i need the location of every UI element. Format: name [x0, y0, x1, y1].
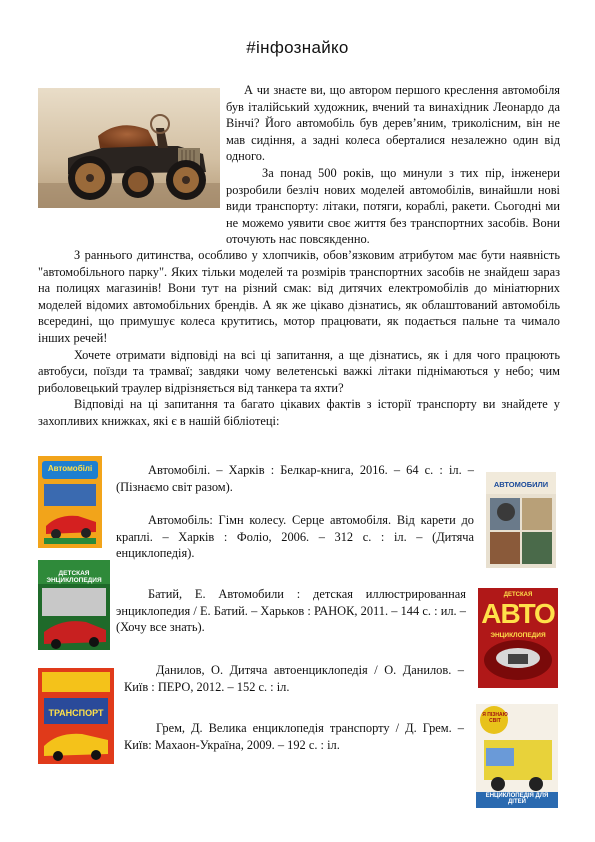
book-ref-2: Автомобіль: Гімн колесу. Серце автомобіля. Від карети до краплі. – Харків : Фоліо, 2006. – 312 с. : іл. – (Дитяча енциклопедія).	[116, 513, 474, 561]
cover-6-title: ЕНЦИКЛОПЕДІЯ ДЛЯ ДІТЕЙ	[485, 793, 549, 805]
paragraph-4: Хочете отримати відповіді на всі ці запитання, а ще дізнатись, як і для чого працюють автобуси, поїзди та трамваї; завдяки чому велетенські важкі літаки піднімаються у небо; чим риболовецький траулер відрізняється від танкера та яхти?	[38, 347, 560, 395]
paragraph-2-text: За понад 500 років, що минули з тих пір, інженери розробили безліч нових моделей автомобілів, винайшли нові види транспорту: літаки, потяги, кораблі, ракети. Сьогодні ми не можемо уявити своє життя без транспортних засобів. Вони оточують нас повсякденно.	[226, 165, 560, 247]
cover-3-title: ДЕТСКАЯ ЭНЦИКЛОПЕДИЯ	[46, 570, 102, 584]
paragraph-2	[38, 165, 560, 248]
book-cover-batiy-encyclopedia	[38, 560, 110, 650]
page-title: #інфознайко	[246, 38, 349, 57]
book-cover-avtomobili-ru	[486, 472, 556, 568]
book-ref-5: Грем, Д. Велика енциклопедія транспорту / Д. Грем. – Київ: Махаон-Україна, 2009. – 192 с. : іл.	[124, 721, 464, 752]
cover-4-small: ЭНЦИКЛОПЕДИЯ	[490, 632, 546, 639]
paragraph-5: Відповіді на ці запитання та багато цікавих фактів з історії транспорту ви знайдете у захопливих книжках, які є в нашій бібліотеці:	[38, 397, 560, 428]
cover-6-top: Я ПІЗНАЮ СВІТ	[482, 712, 508, 724]
book-cover-avtomobili-ua	[38, 456, 102, 548]
book-cover-avto-encyclopedia	[478, 588, 558, 688]
paragraph-3: З раннього дитинства, особливо у хлопчиків, обов’язковим атрибутом має бути наявність "автомобільного парку". Яких тільки моделей та розмірів транспортних засобів не знайдеш зараз на полицях магазинів! Вони тут на різний смак: від дитячих електромобілів до мініатюрних моделей відомих автомобільних брендів. А як же цікаво дізнатись, як облаштований автомобіль всередині, що примушує колеса крутитись, мотор працювати, як подається пальне та чимало інших речей!	[38, 248, 560, 345]
article-body	[38, 82, 560, 248]
book-ref-4: Данилов, О. Дитяча автоенциклопедія / О. Данилов. – Київ : ПЕРО, 2012. – 152 с. : іл.	[124, 663, 464, 694]
cover-2-title: АВТОМОБИЛИ	[493, 480, 549, 489]
book-cover-danilov-auto	[38, 668, 114, 764]
book-ref-3: Батий, Е. Автомобили : детская иллюстрированная энциклопедия / Е. Батий. – Харьков : РАНОК, 2011. – 144 с. : ил. – (Хочу все знать).	[116, 587, 466, 635]
book-cover-grem-transport	[476, 704, 558, 808]
paragraph-1: А чи знаєте ви, що автором першого креслення автомобіля був італійський художник, вчений та винахідник Леонардо да Вінчі? Його автомобіль був дерев’яним, триколісним, він не мав сидіння, а задні колеса оберталися незалежно один від одного.	[226, 83, 560, 164]
cover-4-big: АВТО	[481, 598, 555, 629]
cover-1-title: Автомобілі	[47, 464, 93, 473]
cover-5-title: ТРАНСПОРТ	[48, 708, 104, 718]
article-body-continued	[38, 247, 560, 430]
book-ref-1: Автомобілі. – Харків : Белкар-книга, 2016. – 64 с. : іл. – (Пізнаємо світ разом).	[116, 463, 474, 494]
cover-4-top: ДЕТСКАЯ	[503, 592, 533, 598]
